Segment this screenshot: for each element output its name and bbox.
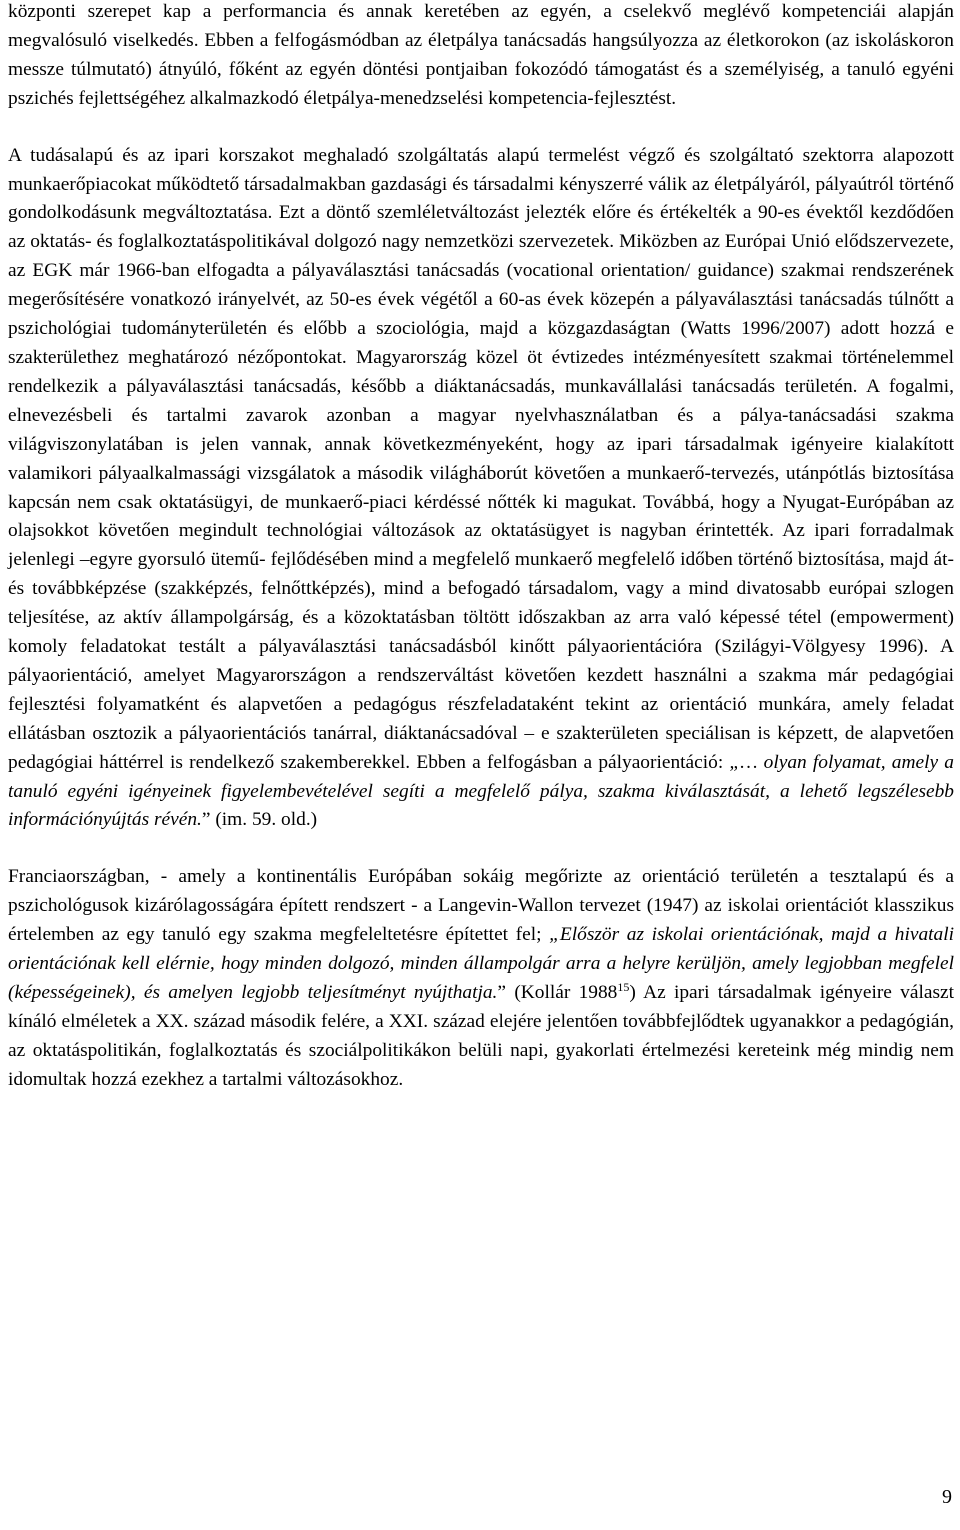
paragraph-3-text: Franciaországban, - amely a kontinentális Európában sokáig megőrizte az orientáció területén a tesztalapú és a pszichológusok kizárólagosságára épített rendszert - a Langevin-Wallon tervezet (1947) az iskolai orientációt klasszikus értelemben az egy tanuló egy szakma megfeleltetésre építettet fel; (8, 866, 954, 946)
paragraph-2-citation: ” (im. 59. old.) (201, 809, 318, 831)
page-number: 9 (942, 1486, 952, 1508)
paragraph-3-quote: „Először az iskolai orientációnak, majd a hivatali orientációnak kell elérnie, hogy minden dolgozó, minden állampolgár arra a helyre kerüljön, amely legjobban megfelel (képességeinek), és amelyen legjobb teljesítményt nyújthatja. (8, 924, 955, 1003)
paragraph-3-rest: ) Az ipari társadalmak igényeire választ kínáló elméletek a XX. század második felére, a XXI. század elejére jelentően továbbfejlődtek ugyanakkor a pedagógián, az oktatáspolitikán, foglalkoztatás és szociálpolitikákon belüli napi, gyakorlati értelmezési kereteink még mindig nem idomultak hozzá ezekhez a tartalmi változásokhoz. (8, 982, 955, 1090)
paragraph-2-quote: „… olyan folyamat, amely a tanuló egyéni igényeinek figyelembevételével segíti a megfelelő pálya, szakma kiválasztását, a lehető legszélesebb információnyújtás révén. (8, 751, 954, 831)
paragraph-3-citation: ” (Kollár 1988 (497, 982, 618, 1003)
paragraph-spacer (8, 835, 954, 863)
footnote-marker[interactable]: 15 (617, 980, 630, 994)
document-body (8, 0, 954, 1095)
paragraph-3 (8, 863, 954, 1094)
paragraph-spacer (8, 114, 954, 142)
paragraph-2 (8, 142, 954, 836)
paragraph-2-text: A tudásalapú és az ipari korszakot meghaladó szolgáltatás alapú termelést végző és szolgáltató szektorra alapozott munkaerőpiacokat működtető társadalmakban gazdasági és társadalmi kényszerré válik az életpályáról, pályaútról történő gondolkodásunk megváltoztatása. Ezt a döntő szemléletváltozást jelezték előre és értékelték a 90-es évektől kezdődően az oktatás- és foglalkoztatáspolitikával dolgozó nagy nemzetközi szervezetek. Miközben az Európai Unió elődszervezete, az EGK már 1966-ban elfogadta a pályaválasztási tanácsadás (vocational orientation/ guidance) szakmai rendszerének megerősítésére vonatkozó irányelvét, az 50-es évek végétől a 60-as évek közepén a pályaválasztási tanácsadás túlnőtt a pszichológiai tudományterületén és előbb a szociológia, majd a közgazdaságtan (Watts 1996/2007) adott hozzá e szakterülethez meghatározó nézőpontokat. Magyarország közel öt évtizedes intézményesített szakmai történelemmel rendelkezik a pályaválasztási tanácsadás, később a diáktanácsadás, munkavállalási tanácsadás területén. A fogalmi, elnevezésbeli és tartalmi zavarok azonban a magyar nyelvhasználatban és a pálya-tanácsadási szakma világviszonylatában is jelen vannak, annak következményeként, hogy az ipari társadalmak igényeire kialakított valamikori pályaalkalmassági vizsgálatok a második világháborút követően a munkaerő-tervezés, utánpótlás biztosítása kapcsán nem csak oktatásügyi, de munkaerő-piaci kérdéssé nőtték ki magukat. Továbbá, hogy a Nyugat-Európában az olajsokkot követően megindult technológiai változások az oktatásügyet is nagyban érintették. Az ipari forradalmak jelenlegi –egyre gyorsuló ütemű- fejlődésében mind a megfelelő munkaerő megfelelő időben történő biztosítása, majd át- és továbbképzése (szakképzés, felnőttképzés), mind a befogadó társadalom, vagy a mind divatosabb európai szlogen teljesítése, az aktív állampolgárság, és a közoktatásban töltött időszakban az arra való képessé tétel (empowerment) komoly feladatokat testált a pályaválasztási tanácsadásból kinőtt pályaorientációra (Szilágyi-Völgyesy 1996). A pályaorientáció, amelyet Magyarországon a rendszerváltást követően kezdett használni a szakma már pedagógiai fejlesztési folyamatként és alapvetően a pedagógus részfeladataként tekint az orientáció munkára, amely feladat ellátásban osztozik a pályaorientációs tanárral, diáktanácsadóval – e szakterületen speciálisan is képzett, de alapvetően pedagógiai háttérrel is rendelkező szakemberekkel. Ebben a felfogásban a pályaorientáció: (8, 144, 954, 773)
paragraph-1: központi szerepet kap a performancia és annak keretében az egyén, a cselekvő meglévő kompetenciái alapján megvalósuló viselkedés. Ebben a felfogásmódban az életpálya tanácsadás hangsúlyozza az életkorokon (az iskoláskoron messze túlmutató) átnyúló, főként az egyén döntési pontjaiban fokozódó támogatást és a személyiség, a tanuló egyéni pszichés fejlettségéhez alkalmazkodó életpálya-menedzselési kompetencia-fejlesztést. (8, 1, 954, 109)
